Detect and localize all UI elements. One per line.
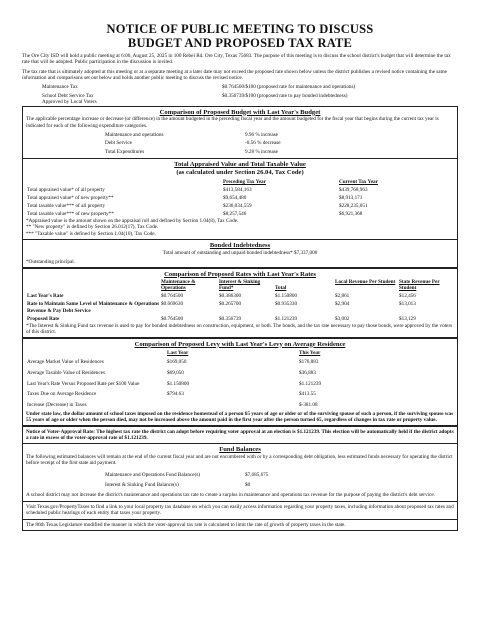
state-revenue: $12,456 bbox=[399, 293, 416, 300]
table-row bbox=[26, 357, 454, 368]
this-year-value: $1.121239 bbox=[299, 380, 322, 387]
preceding-value: $236,034,559 bbox=[223, 202, 252, 209]
table-row bbox=[104, 480, 269, 490]
table-row bbox=[26, 194, 454, 202]
this-year-value: $176,883 bbox=[299, 359, 319, 366]
debt-tax-label: School Debt Service Tax bbox=[42, 92, 94, 99]
table-row bbox=[26, 368, 454, 379]
this-year-value: $36,883 bbox=[299, 369, 316, 376]
title-line-1: NOTICE OF PUBLIC MEETING TO DISCUSS bbox=[106, 22, 374, 36]
homestead-note: Under state law, the dollar amount of school taxes imposed on the residence homestead of a person 65 years of age or older or of the surviving spouse of such a person, if the surviving spouse was 55 years of age or older when the person died, may not be increased above the amount paid in the first year after the person turned 65, regardless of changes in tax rate or property value. bbox=[26, 410, 454, 424]
total-rate: $0.935330 bbox=[275, 301, 298, 308]
approved-by-voters: Approved by Local Voters bbox=[42, 99, 97, 106]
surplus-note: A school district may not increase the district's maintenance and operations tax rate to create a surplus in maintenance and operations tax revenue for the purpose of paying the district's debt service. bbox=[26, 492, 435, 499]
fund-balances-table bbox=[104, 470, 269, 491]
table-row bbox=[26, 315, 454, 323]
visit-texas-text: Visit Texas.gov/PropertyTaxes to find a link to your local property tax database on which you can easily access information regarding your property taxes, including information about proposed tax rates and scheduled public hearings of each entity that taxes your property. bbox=[26, 503, 454, 517]
table-row bbox=[26, 389, 454, 400]
budget-change: 9.96 % increase bbox=[245, 131, 278, 138]
table-row bbox=[26, 300, 454, 314]
fund-balances-section bbox=[22, 443, 458, 501]
visit-texas-section bbox=[22, 501, 458, 520]
row-label: Total taxable value*** of all property bbox=[27, 202, 106, 209]
preceding-value: $8,257,546 bbox=[223, 210, 247, 217]
row-label: Total appraised value* of new property** bbox=[27, 194, 114, 201]
column-header-last-year: Last Year bbox=[167, 349, 189, 356]
table-row bbox=[104, 470, 269, 480]
this-year-value: $413.55 bbox=[299, 391, 316, 398]
table-row bbox=[26, 186, 454, 194]
voter-approval-rate-section bbox=[22, 426, 458, 445]
budget-category: Debt Service bbox=[105, 140, 132, 147]
last-year-value: $69,050 bbox=[167, 369, 184, 376]
budget-category: Maintenance and operations bbox=[105, 131, 164, 138]
fund-balances-title: Fund Balances bbox=[219, 446, 261, 454]
row-label: Average Market Value of Residences bbox=[27, 359, 104, 366]
budget-change: -0.56 % decrease bbox=[245, 140, 281, 147]
table-row bbox=[26, 210, 454, 218]
row-label: Taxes Due on Average Residence bbox=[27, 391, 97, 398]
state-revenue: $13,129 bbox=[399, 315, 416, 322]
row-label: Last Year's Rate Versus Proposed Rate per $100 Value bbox=[27, 380, 140, 387]
mo-rate: $0.669630 bbox=[161, 301, 184, 308]
rate-comparison-section bbox=[22, 268, 458, 339]
debt-tax-value: $0.356739/$100 (proposed rate to pay bonded indebtedness) bbox=[222, 92, 348, 99]
fund-label: Interest & Sinking Fund Balance(s) bbox=[105, 482, 179, 489]
is-rate: $0.265700 bbox=[219, 301, 242, 308]
title-line-2: BUDGET AND PROPOSED TAX RATE bbox=[127, 36, 353, 50]
budget-comparison-description: The applicable percentage increase or decrease (or difference) in the amount budgeted in the preceding fiscal year and the amount budgeted for the fiscal year that begins during the current tax year is indicated for each of the following expenditure categories. bbox=[26, 116, 439, 129]
maintenance-tax-row bbox=[22, 84, 458, 90]
table-header-row bbox=[26, 349, 454, 357]
table-header-row bbox=[26, 178, 454, 186]
row-label: Total appraised value* of all property bbox=[27, 187, 105, 193]
fund-value: $7,685,675 bbox=[245, 471, 269, 478]
mo-rate: $0.764500 bbox=[161, 315, 184, 322]
budget-change: 9.28 % increase bbox=[245, 148, 278, 155]
fund-balances-description: The following estimated balances will remain at the end of the current fiscal year and are not encumbered with or by a corresponding debt obligation, less estimated funds necessary for operating the district before receipt of the first state aid payment. bbox=[26, 454, 453, 467]
rate-footnote: *The Interest & Sinking Fund tax revenue is used to pay for bonded indebtedness on construction, equipment, or both. The bonds, and the tax rate necessary to pay those bonds, were approved by the voters of this district. bbox=[26, 322, 453, 336]
table-row bbox=[26, 379, 454, 390]
preceding-value: $413,584,163 bbox=[223, 187, 252, 193]
legislature-text: The 86th Texas Legislature modified the manner in which the voter-approval tax rate is calculated to limit the rate of growth of property taxes in the state. bbox=[26, 521, 346, 528]
is-rate: $0.356739 bbox=[219, 315, 242, 322]
table-row bbox=[26, 293, 454, 301]
levy-comparison-table bbox=[26, 349, 454, 411]
bonded-indebtedness-amount: Total amount of outstanding and unpaid bonded indebtedness* $7,337,000 bbox=[162, 249, 318, 256]
appraised-value-table bbox=[26, 178, 454, 218]
page-title bbox=[22, 22, 458, 50]
maintenance-tax-label: Maintenance Tax bbox=[42, 84, 78, 91]
rate-paragraph: The tax rate that is ultimately adopted at this meeting or at a separate meeting at a later date may not exceed the proposed rate shown below unless the district publishes a revised notice containing the same information and comparisons set out below and holds another public meeting to discuss the revised notice. bbox=[22, 68, 447, 82]
budget-comparison-title: Comparison of Proposed Budget with Last Year's Budget bbox=[159, 108, 321, 116]
budget-comparison-section bbox=[22, 106, 458, 159]
rate-comparison-table bbox=[26, 278, 454, 322]
intro-paragraph: The Ore City ISD will hold a public meeting at 6:00, August 25, 2025 in 100 Rebel Rd. Ore City, Texas 75683. The purpose of this meeting is to discuss the school district's budget that will determine the tax rate that will be adopted. Public participation in the discussion is invited. bbox=[22, 53, 451, 66]
total-rate: $1.121239 bbox=[275, 315, 298, 322]
row-label: Average Taxable Value of Residences bbox=[27, 369, 105, 376]
current-value: $228,235,051 bbox=[339, 202, 368, 209]
levy-comparison-title: Comparison of Proposed Levy with Last Year's Levy on Average Residence bbox=[134, 340, 346, 348]
is-rate: $0.386300 bbox=[219, 293, 242, 300]
appraised-value-section bbox=[22, 158, 458, 240]
local-revenue: $2,861 bbox=[335, 293, 350, 300]
column-header-is: Interest & Sinking Fund* bbox=[219, 279, 261, 292]
budget-category: Total Expenditures bbox=[105, 148, 145, 155]
voter-approval-rate-text: Notice of Voter-Approval Rate: The highest tax rate the district can adopt before requiring voter approval at an election is $1.121239. This election will be automatically held if the district adopts a rate in excess of the voter-approval rate of $1.121239. bbox=[26, 428, 454, 441]
appraised-footnote-3: *** "Taxable value" is defined by Section 1.04(10), Tax Code. bbox=[26, 230, 156, 237]
current-value: $439,768,963 bbox=[339, 187, 368, 193]
legislature-section bbox=[22, 519, 458, 531]
budget-comparison-table bbox=[104, 131, 282, 156]
last-year-value: $1.150800 bbox=[167, 380, 190, 387]
appraised-value-title: Total Appraised Value and Total Taxable Value bbox=[174, 161, 306, 169]
this-year-value: $-381.08 bbox=[299, 402, 318, 409]
appraised-value-subtitle: (as calculated under Section 26.04, Tax Code) bbox=[176, 168, 304, 176]
local-revenue: $2,904 bbox=[335, 301, 350, 308]
row-label: Total taxable value*** of new property** bbox=[27, 210, 114, 217]
last-year-value bbox=[166, 400, 298, 411]
last-year-value: $169,050 bbox=[167, 359, 187, 366]
levy-comparison-section bbox=[22, 338, 458, 427]
bonded-indebtedness-title: Bonded Indebtedness bbox=[209, 242, 271, 250]
total-rate: $1.150800 bbox=[275, 293, 298, 300]
column-header-this-year: This Year bbox=[299, 349, 321, 356]
column-header-mo: Maintenance & Operations bbox=[161, 279, 196, 292]
bonded-footnote: *Outstanding principal. bbox=[26, 259, 75, 266]
table-row bbox=[104, 131, 282, 139]
column-header-local: Local Revenue Per Student bbox=[335, 279, 396, 286]
table-row bbox=[26, 202, 454, 210]
state-revenue: $13,013 bbox=[399, 301, 416, 308]
row-label: Proposed Rate bbox=[27, 315, 60, 322]
local-revenue: $3,002 bbox=[335, 315, 350, 322]
fund-label: Maintenance and Operations Fund Balance(s) bbox=[105, 471, 201, 478]
current-value: $8,913,171 bbox=[339, 194, 363, 201]
table-row bbox=[26, 400, 454, 411]
row-label: Rate to Maintain Same Level of Maintenance & Operations Revenue & Pay Debt Service bbox=[27, 301, 159, 314]
last-year-value: $794.63 bbox=[167, 391, 184, 398]
current-value: $6,921,368 bbox=[339, 210, 363, 217]
mo-rate: $0.764500 bbox=[161, 293, 184, 300]
column-header-total: Total bbox=[275, 285, 287, 292]
column-header-preceding: Preceding Tax Year bbox=[223, 179, 266, 186]
row-label: Last Year's Rate bbox=[27, 293, 64, 300]
fund-value: $0 bbox=[245, 482, 251, 489]
row-label: Increase (Decrease) in Taxes bbox=[27, 402, 87, 409]
rate-comparison-title: Comparison of Proposed Rates with Last Year's Rates bbox=[164, 270, 316, 278]
table-header-row bbox=[26, 278, 454, 292]
preceding-value: $9,654,480 bbox=[223, 194, 247, 201]
column-header-state: State Revenue Per Student bbox=[399, 279, 440, 292]
maintenance-tax-value: $0.764500/$100 (proposed rate for maintenance and operations) bbox=[222, 84, 356, 91]
appraised-footnote-2: ** "New property" is defined by Section 26.012(17), Tax Code. bbox=[26, 224, 159, 231]
table-row bbox=[104, 148, 282, 156]
table-row bbox=[104, 139, 282, 147]
bonded-indebtedness-section bbox=[22, 239, 458, 268]
appraised-footnote-1: *Appraised value is the amount shown on the appraisal roll and defined by Section 1.04(8), Tax Code. bbox=[26, 217, 239, 224]
column-header-current: Current Tax Year bbox=[339, 179, 378, 186]
